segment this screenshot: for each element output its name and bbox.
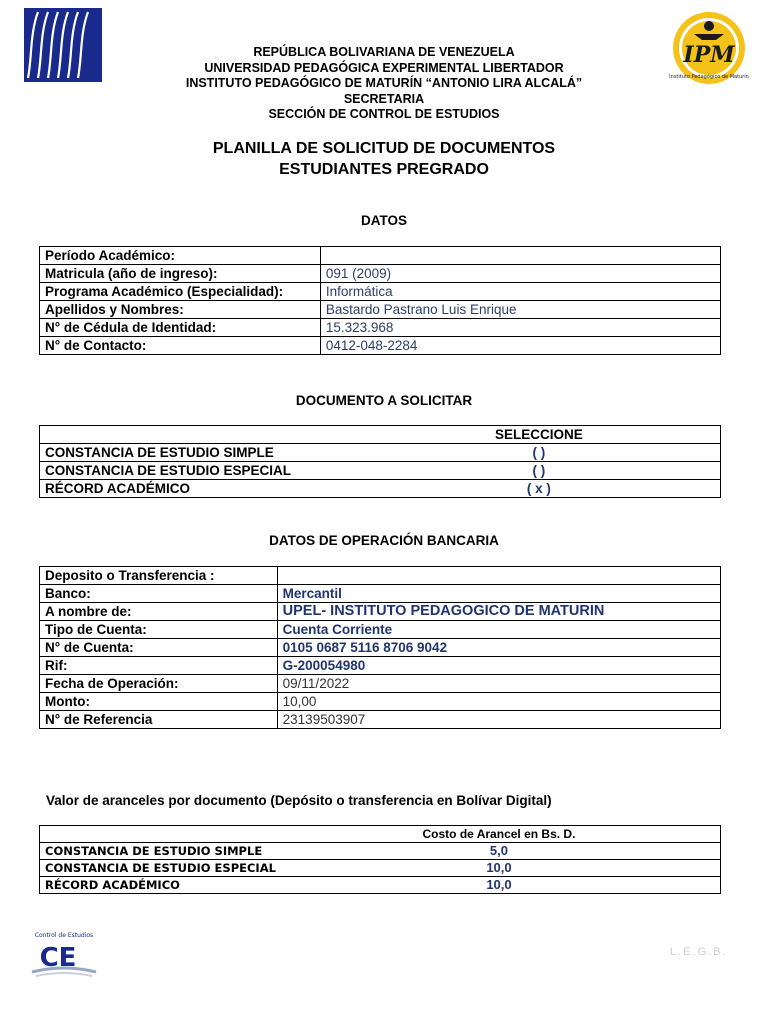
- titular-label: A nombre de:: [40, 603, 278, 621]
- table-row: [40, 283, 721, 301]
- doc-especial-checkbox[interactable]: ( ): [469, 462, 609, 480]
- doc-especial-label: CONSTANCIA DE ESTUDIO ESPECIAL: [40, 462, 469, 480]
- monto-value: 10,00: [277, 693, 720, 711]
- referencia-value: 23139503907: [277, 711, 720, 729]
- ipm-logo-caption: Instituto Pedagógico de Maturín: [669, 74, 749, 80]
- table-row: [40, 480, 721, 498]
- table-row: [40, 639, 721, 657]
- tipo-cuenta-value: Cuenta Corriente: [277, 621, 720, 639]
- documento-table: [39, 425, 721, 498]
- numero-cuenta-label: N° de Cuenta:: [40, 639, 278, 657]
- numero-cuenta-value: 0105 0687 5116 8706 9042: [277, 639, 720, 657]
- ipm-logo-letters: IPM: [683, 42, 735, 68]
- table-row: [40, 337, 721, 355]
- datos-heading: DATOS: [360, 213, 407, 228]
- header-line-5: SECCIÓN DE CONTROL DE ESTUDIOS: [268, 107, 500, 121]
- fee-simple-label: CONSTANCIA DE ESTUDIO SIMPLE: [40, 843, 395, 860]
- table-row: [40, 711, 721, 729]
- footer-initials: L.E.G.B.: [670, 946, 728, 958]
- tipo-cuenta-label: Tipo de Cuenta:: [40, 621, 278, 639]
- fee-especial-amount: 10,0: [394, 860, 604, 877]
- form-title-line-2: ESTUDIANTES PREGRADO: [279, 161, 489, 178]
- doc-simple-checkbox[interactable]: ( ): [469, 444, 609, 462]
- table-row: [40, 621, 721, 639]
- table-row: [40, 693, 721, 711]
- table-row: [40, 444, 721, 462]
- fee-simple-amount: 5,0: [394, 843, 604, 860]
- deposito-label: Deposito o Transferencia :: [40, 567, 278, 585]
- doc-record-label: RÉCORD ACADÉMICO: [40, 480, 469, 498]
- fecha-value: 09/11/2022: [277, 675, 720, 693]
- header-line-1: REPÚBLICA BOLIVARIANA DE VENEZUELA: [253, 45, 515, 59]
- table-row: [40, 426, 721, 444]
- nombres-label: Apellidos y Nombres:: [40, 301, 321, 319]
- fee-record-label: RÉCORD ACADÉMICO: [40, 877, 395, 894]
- table-row: [40, 877, 721, 894]
- table-row: [40, 462, 721, 480]
- fee-record-amount: 10,0: [394, 877, 604, 894]
- table-row: [40, 247, 721, 265]
- table-row: [40, 826, 721, 843]
- cedula-value: 15.323.968: [320, 319, 720, 337]
- doc-simple-label: CONSTANCIA DE ESTUDIO SIMPLE: [40, 444, 469, 462]
- table-row: [40, 860, 721, 877]
- control-estudios-letters: CE: [39, 943, 77, 973]
- matricula-value: 091 (2009): [320, 265, 720, 283]
- banco-label: Banco:: [40, 585, 278, 603]
- form-title-line-1: PLANILLA DE SOLICITUD DE DOCUMENTOS: [212, 140, 556, 157]
- table-row: [40, 675, 721, 693]
- table-row: [40, 301, 721, 319]
- documento-heading: DOCUMENTO A SOLICITAR: [295, 393, 473, 408]
- periodo-label: Período Académico:: [40, 247, 321, 265]
- contacto-label: N° de Contacto:: [40, 337, 321, 355]
- monto-label: Monto:: [40, 693, 278, 711]
- table-row: [40, 843, 721, 860]
- table-row: [40, 265, 721, 283]
- banco-heading: DATOS DE OPERACIÓN BANCARIA: [269, 533, 499, 548]
- header-line-3: INSTITUTO PEDAGÓGICO DE MATURÍN “ANTONIO LIRA ALCALÁ”: [185, 76, 583, 90]
- seleccione-header: SELECCIONE: [469, 426, 609, 444]
- table-row: [40, 567, 721, 585]
- fee-especial-label: CONSTANCIA DE ESTUDIO ESPECIAL: [40, 860, 395, 877]
- programa-label: Programa Académico (Especialidad):: [40, 283, 321, 301]
- control-estudios-caption: Control de Estudios: [34, 932, 94, 939]
- rif-label: Rif:: [40, 657, 278, 675]
- deposito-value: [277, 567, 720, 585]
- cedula-label: N° de Cédula de Identidad:: [40, 319, 321, 337]
- doc-record-checkbox[interactable]: ( x ): [469, 480, 609, 498]
- matricula-label: Matricula (año de ingreso):: [40, 265, 321, 283]
- header-line-4: SECRETARIA: [343, 92, 425, 106]
- titular-value: UPEL- INSTITUTO PEDAGOGICO DE MATURIN: [277, 603, 720, 621]
- costo-header: Costo de Arancel en Bs. D.: [394, 826, 604, 843]
- nombres-value: Bastardo Pastrano Luis Enrique: [320, 301, 720, 319]
- fecha-label: Fecha de Operación:: [40, 675, 278, 693]
- header-line-2: UNIVERSIDAD PEDAGÓGICA EXPERIMENTAL LIBERTADOR: [204, 61, 564, 75]
- rif-value: G-200054980: [277, 657, 720, 675]
- contacto-value: 0412-048-2284: [320, 337, 720, 355]
- table-row: [40, 585, 721, 603]
- control-estudios-logo: [28, 928, 100, 980]
- table-row: [40, 319, 721, 337]
- datos-table: [39, 246, 721, 355]
- aranceles-table: [39, 825, 721, 894]
- table-row: [40, 603, 721, 621]
- banco-value: Mercantil: [277, 585, 720, 603]
- periodo-value: [320, 247, 720, 265]
- programa-value: Informática: [320, 283, 720, 301]
- referencia-label: N° de Referencia: [40, 711, 278, 729]
- table-row: [40, 657, 721, 675]
- banco-table: [39, 566, 721, 729]
- aranceles-heading: Valor de aranceles por documento (Depósito o transferencia en Bolívar Digital): [46, 793, 552, 808]
